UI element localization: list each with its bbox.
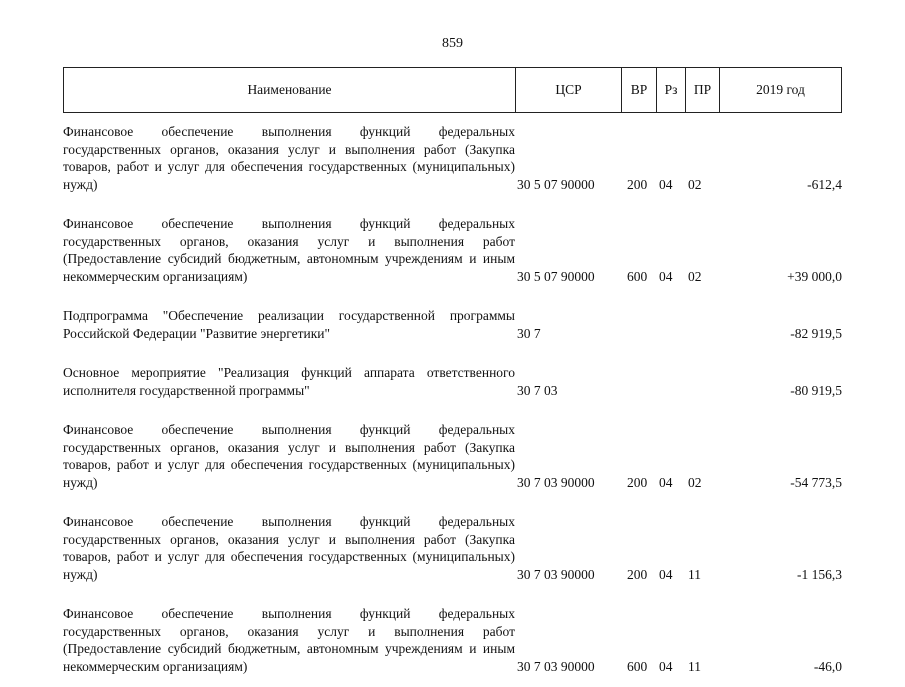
table-body	[63, 113, 842, 687]
row-pr: 02	[688, 474, 702, 490]
row-name: Финансовое обеспечение выполнения функций федеральных государственных органов, оказания услуг и выполнения работ (Предоставление субсидий бюджетным, автономным учреждениям и иным некоммерческим организациям)	[63, 216, 515, 284]
row-name: Финансовое обеспечение выполнения функций федеральных государственных органов, оказания услуг и выполнения работ (Предоставление субсидий бюджетным, автономным учреждениям и иным некоммерческим организациям)	[63, 606, 515, 674]
row-rz: 04	[659, 268, 673, 284]
row-amount: -82 919,5	[790, 325, 842, 341]
page-number: 859	[442, 36, 463, 51]
row-amount: -46,0	[813, 658, 842, 674]
table-row	[63, 113, 842, 205]
row-pr: 11	[688, 658, 701, 674]
row-csr: 30 7 03	[517, 382, 558, 398]
row-vr: 200	[627, 176, 648, 192]
row-name: Финансовое обеспечение выполнения функций федеральных государственных органов, оказания услуг и выполнения работ (Закупка товаров, работ и услуг для обеспечения государственных (муниципальных) нужд)	[63, 514, 515, 582]
header-pr: ПР	[686, 68, 720, 112]
row-amount: -1 156,3	[797, 566, 842, 582]
row-rz: 04	[659, 658, 673, 674]
row-name: Подпрограмма "Обеспечение реализации государственной программы Российской Федерации "Развитие энергетики"	[63, 308, 515, 341]
table-header	[63, 67, 842, 113]
row-pr: 02	[688, 176, 702, 192]
row-vr: 200	[627, 566, 648, 582]
row-csr: 30 5 07 90000	[517, 268, 595, 284]
row-name: Основное мероприятие "Реализация функций аппарата ответственного исполнителя государственной программы"	[63, 365, 515, 398]
row-amount: -80 919,5	[790, 382, 842, 398]
header-rz: Рз	[657, 68, 686, 112]
row-name: Финансовое обеспечение выполнения функций федеральных государственных органов, оказания услуг и выполнения работ (Закупка товаров, работ и услуг для обеспечения государственных (муниципальных) нужд)	[63, 422, 515, 490]
row-csr: 30 5 07 90000	[517, 176, 595, 192]
row-amount: +39 000,0	[787, 268, 842, 284]
table-row	[63, 354, 842, 411]
row-rz: 04	[659, 566, 673, 582]
row-vr: 600	[627, 268, 648, 284]
row-csr: 30 7 03 90000	[517, 658, 595, 674]
row-name: Финансовое обеспечение выполнения функций федеральных государственных органов, оказания услуг и выполнения работ (Закупка товаров, работ и услуг для обеспечения государственных (муниципальных) нужд)	[63, 124, 515, 192]
row-csr: 30 7 03 90000	[517, 566, 595, 582]
row-csr: 30 7 03 90000	[517, 474, 595, 490]
table-row	[63, 297, 842, 354]
table-row	[63, 205, 842, 297]
row-vr: 600	[627, 658, 648, 674]
row-pr: 11	[688, 566, 701, 582]
header-csr: ЦСР	[516, 68, 622, 112]
header-vr: ВР	[622, 68, 657, 112]
header-name: Наименование	[64, 68, 516, 112]
row-amount: -612,4	[807, 176, 842, 192]
row-amount: -54 773,5	[790, 474, 842, 490]
header-year: 2019 год	[756, 82, 805, 97]
row-csr: 30 7	[517, 325, 541, 341]
table-row	[63, 503, 842, 595]
row-rz: 04	[659, 474, 673, 490]
table-row	[63, 595, 842, 687]
row-rz: 04	[659, 176, 673, 192]
table-row	[63, 411, 842, 503]
row-pr: 02	[688, 268, 702, 284]
row-vr: 200	[627, 474, 648, 490]
